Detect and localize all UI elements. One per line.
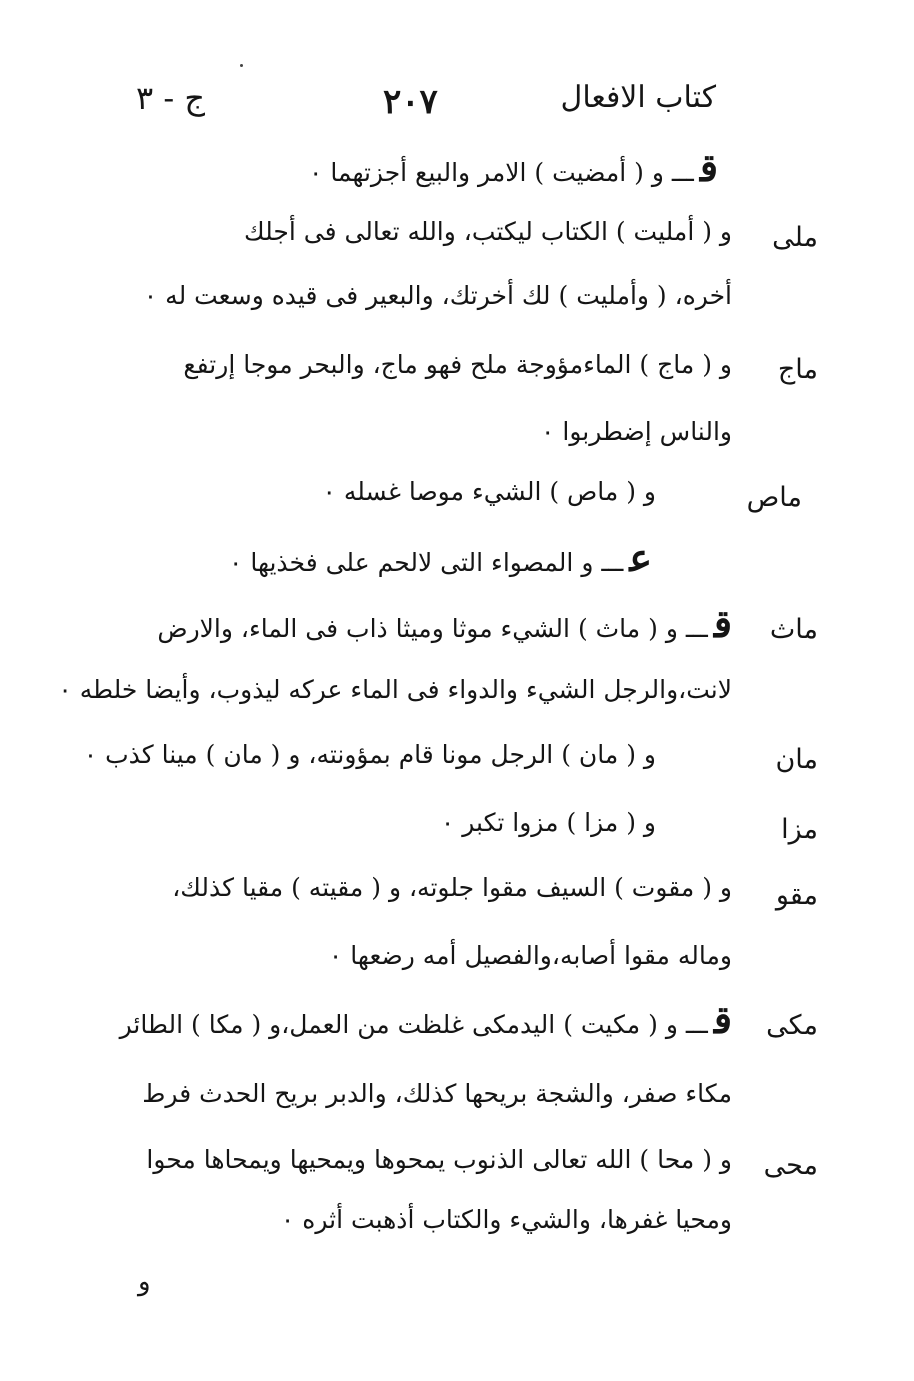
entry-line bbox=[541, 412, 732, 452]
entry-marker: ق bbox=[713, 601, 732, 646]
entry-text: لانت،والرجل الشيء والدواء فى الماء عركه ليذوب، وأيضا خلطه ٠ bbox=[58, 675, 732, 704]
entry-text: ـــ و ( مكيت ) اليدمكى غلظت من العمل،و ( مكا ) الطائر bbox=[119, 1010, 708, 1039]
entry-text: مكاء صفر، والشجة بريحها كذلك، والدبر بريح الحدث فرط bbox=[142, 1079, 732, 1108]
root-word: ماج bbox=[777, 354, 818, 385]
entry-line bbox=[281, 1200, 732, 1240]
root-word: ملى bbox=[772, 222, 818, 253]
entry-line bbox=[58, 670, 732, 710]
entry-line bbox=[144, 276, 732, 316]
entry-line bbox=[183, 345, 732, 385]
root-word: مان bbox=[775, 744, 818, 775]
entry-text: و ( ماج ) الماءمؤوجة ملح فهو ماج، والبحر موجا إرتفع bbox=[183, 350, 732, 379]
entry-text: و ( محا ) الله تعالى الذنوب يمحوها ويمحيها ويمحاها محوا bbox=[146, 1145, 732, 1174]
entry-line bbox=[119, 997, 732, 1045]
entry-marker: ع bbox=[629, 535, 652, 580]
root-word: مزا bbox=[781, 814, 818, 845]
entry-line bbox=[228, 535, 652, 583]
entry-text: ومحيا غفرها، والشيء والكتاب أذهبت أثره ٠ bbox=[280, 1205, 732, 1234]
entry-line bbox=[329, 936, 732, 976]
entry-marker: ق bbox=[713, 997, 732, 1042]
entry-text: أخره، ( وأمليت ) لك أخرتك، والبعير فى قيده وسعت له ٠ bbox=[143, 281, 732, 310]
entry-text: ـــ و ( أمضيت ) الامر والبيع أجزتهما ٠ bbox=[308, 158, 694, 187]
entry-text: و ( مقوت ) السيف مقوا جلوته، و ( مقيته ) مقيا كذلك، bbox=[172, 873, 732, 902]
entry-line bbox=[322, 472, 656, 512]
entry-line bbox=[157, 601, 732, 649]
entry-text: ـــ و ( ماث ) الشيء موثا وميثا ذاب فى الماء، والارض bbox=[157, 614, 708, 643]
entry-text: والناس إضطربوا ٠ bbox=[541, 417, 732, 446]
entry-text: وماله مقوا أصابه،والفصيل أمه رضعها ٠ bbox=[328, 941, 732, 970]
entry-line bbox=[142, 1074, 732, 1114]
volume-label: ج - ٣ bbox=[136, 79, 205, 117]
entry-text: و ( مزا ) مزوا تكبر ٠ bbox=[440, 808, 656, 837]
root-word: مقو bbox=[775, 880, 818, 911]
entry-text: و ( مان ) الرجل مونا قام بمؤونته، و ( مان ) مينا كذب ٠ bbox=[83, 740, 656, 769]
entry-line bbox=[146, 1140, 732, 1180]
entry-text: و ( أمليت ) الكتاب ليكتب، والله تعالى فى أجلك bbox=[244, 217, 732, 246]
entry-line bbox=[308, 145, 718, 193]
root-word: ماث bbox=[769, 614, 818, 645]
entry-line bbox=[172, 868, 732, 908]
root-word: مكى bbox=[766, 1010, 818, 1041]
root-word: محى bbox=[763, 1150, 818, 1181]
book-title: كتاب الافعال bbox=[560, 80, 716, 115]
catchword: و bbox=[138, 1267, 151, 1297]
entry-text: و ( ماص ) الشيء موصا غسله ٠ bbox=[322, 477, 656, 506]
root-word: ماص bbox=[746, 482, 802, 513]
entry-line bbox=[244, 212, 732, 252]
entry-line bbox=[84, 735, 656, 775]
ink-speck bbox=[240, 64, 243, 67]
entry-marker: ق bbox=[699, 145, 718, 190]
entry-text: ـــ و المصواء التى لالحم على فخذيها ٠ bbox=[228, 548, 624, 577]
page-number: ٢٠٧ bbox=[383, 82, 438, 122]
entry-line bbox=[441, 803, 656, 843]
